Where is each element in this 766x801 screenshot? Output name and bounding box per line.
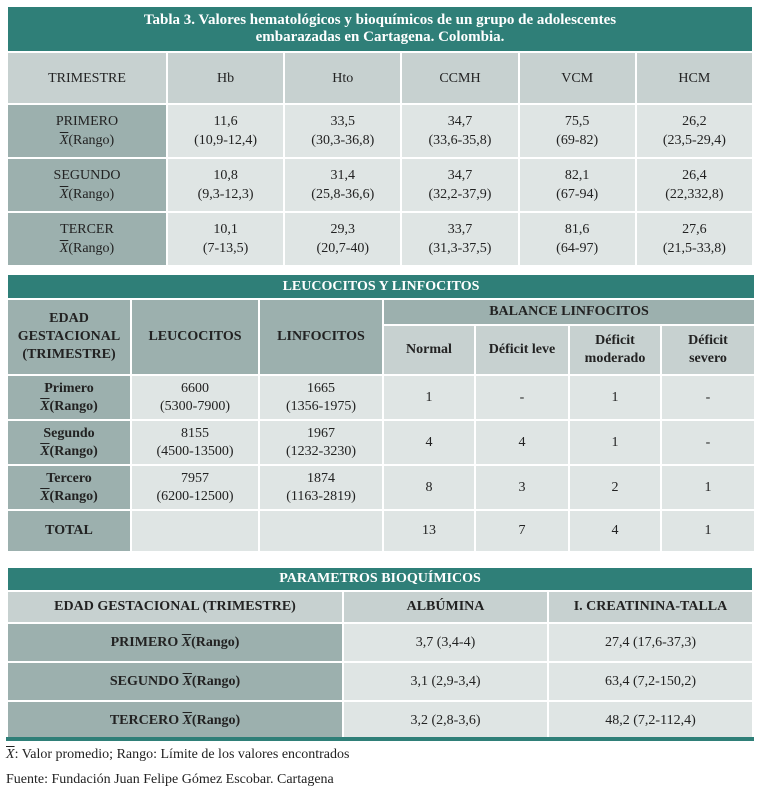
hematologic-table: [6, 5, 754, 267]
mean-value: 10,1: [213, 222, 238, 237]
value-cell: [167, 104, 284, 158]
row-label: [7, 375, 131, 420]
range-value: (22,332,8): [665, 187, 724, 202]
severo-cell: -: [661, 420, 755, 465]
table2-title: LEUCOCITOS Y LINFOCITOS: [7, 274, 755, 299]
creatinina-cell: 63,4 (7,2-150,2): [548, 662, 753, 701]
linfocitos-cell: [259, 465, 383, 510]
mean-value: 33,7: [447, 222, 473, 237]
leucocitos-cell: [131, 375, 259, 420]
value-cell: [284, 104, 401, 158]
linfocitos-cell: [259, 420, 383, 465]
table-row: [7, 623, 753, 662]
table1-title: [7, 6, 753, 52]
range-value: (32,2-37,9): [428, 187, 492, 202]
table-row: [7, 212, 753, 266]
trimester-name: PRIMERO: [55, 114, 119, 129]
severo-cell: 1: [661, 465, 755, 510]
header-deficit-moderado: Déficit moderado: [569, 325, 661, 375]
table1-title-line1: Tabla 3. Valores hematológicos y bioquímicos de un grupo de adolescentes: [143, 12, 617, 28]
rango-label: (Rango): [191, 634, 240, 650]
mean-value: 1665: [307, 380, 335, 396]
range-value: (4500-13500): [156, 443, 234, 459]
header-normal: Normal: [383, 325, 475, 375]
footnote-source: Fuente: Fundación Juan Felipe Gómez Escobar. Cartagena: [6, 772, 334, 787]
range-value: (69-82): [556, 133, 599, 148]
range-value: (31,3-37,5): [428, 241, 492, 256]
trimester-name: Primero: [44, 380, 94, 396]
trimester-name: TERCER: [60, 222, 114, 237]
table3-bottom-rule: [6, 737, 754, 741]
trimester-name: Tercero: [46, 470, 92, 486]
mean-value: 31,4: [330, 168, 356, 183]
total-row: [7, 510, 755, 552]
header-balance-linfocitos: BALANCE LINFOCITOS: [383, 299, 755, 325]
mean-value: 81,6: [564, 222, 590, 237]
mean-value: 6600: [181, 380, 209, 396]
leucocitos-cell: [131, 420, 259, 465]
row-label: [7, 420, 131, 465]
empty-cell: [259, 510, 383, 552]
value-cell: [519, 104, 636, 158]
header-edad-gestacional: EDAD GESTACIONAL (TRIMESTRE): [7, 591, 343, 623]
total-severo: 1: [661, 510, 755, 552]
value-cell: [401, 212, 518, 266]
rango-label: (Rango): [68, 187, 115, 202]
normal-cell: 1: [383, 375, 475, 420]
header-creatinina-talla: I. CREATININA-TALLA: [548, 591, 753, 623]
row-label: [7, 623, 343, 662]
mean-value: 75,5: [564, 114, 590, 129]
mean-value: 34,7: [447, 114, 473, 129]
mean-value: 1874: [307, 470, 335, 486]
header-ccmh: CCMH: [401, 52, 518, 104]
mean-value: 33,5: [330, 114, 356, 129]
table-row: [7, 465, 755, 510]
range-value: (20,7-40): [316, 241, 370, 256]
row-label: [7, 104, 167, 158]
creatinina-cell: 27,4 (17,6-37,3): [548, 623, 753, 662]
header-albumina: ALBÚMINA: [343, 591, 548, 623]
mean-symbol: $\overline{X}$: [59, 187, 69, 202]
range-value: (25,8-36,6): [311, 187, 375, 202]
mean-symbol: $\overline{X}$: [40, 443, 50, 459]
albumina-cell: 3,2 (2,8-3,6): [343, 701, 548, 740]
row-label: [7, 662, 343, 701]
total-leve: 7: [475, 510, 569, 552]
mean-value: 26,2: [682, 114, 707, 129]
table-row: [7, 104, 753, 158]
trimester-name: Segundo: [43, 425, 95, 441]
leve-cell: 3: [475, 465, 569, 510]
rango-label: (Rango): [49, 443, 98, 459]
header-vcm: VCM: [519, 52, 636, 104]
mean-value: 7957: [181, 470, 209, 486]
header-deficit-leve: Déficit leve: [475, 325, 569, 375]
mean-value: 26,4: [682, 168, 707, 183]
range-value: (5300-7900): [160, 398, 230, 414]
value-cell: [519, 212, 636, 266]
total-normal: 13: [383, 510, 475, 552]
trimester-name: PRIMERO: [110, 634, 179, 650]
value-cell: [284, 212, 401, 266]
mean-value: 11,6: [213, 114, 238, 129]
range-value: (6200-12500): [156, 488, 234, 504]
table-row: [7, 375, 755, 420]
value-cell: [401, 158, 518, 212]
normal-cell: 8: [383, 465, 475, 510]
table-row: [7, 158, 753, 212]
value-cell: [401, 104, 518, 158]
row-label: [7, 158, 167, 212]
leve-cell: 4: [475, 420, 569, 465]
header-linfocitos: LINFOCITOS: [259, 299, 383, 375]
header-hto: Hto: [284, 52, 401, 104]
rango-label: (Rango): [49, 398, 98, 414]
range-value: (23,5-29,4): [662, 133, 726, 148]
mean-value: 82,1: [564, 168, 590, 183]
rango-label: (Rango): [191, 712, 241, 728]
value-cell: [167, 158, 284, 212]
table3-title: PARAMETROS BIOQUÍMICOS: [7, 567, 753, 591]
table-row: [7, 662, 753, 701]
mean-symbol: $\overline{X}$: [182, 673, 192, 689]
total-label: TOTAL: [7, 510, 131, 552]
row-label: [7, 212, 167, 266]
range-value: (7-13,5): [202, 241, 249, 256]
leucocitos-cell: [131, 465, 259, 510]
mean-symbol: $\overline{X}$: [40, 398, 50, 414]
range-value: (10,9-12,4): [194, 133, 258, 148]
albumina-cell: 3,7 (3,4-4): [343, 623, 548, 662]
range-value: (67-94): [556, 187, 599, 202]
moderado-cell: 1: [569, 375, 661, 420]
linfocitos-cell: [259, 375, 383, 420]
header-text: (TRIMESTRE): [22, 347, 116, 362]
value-cell: [636, 158, 753, 212]
range-value: (33,6-35,8): [428, 133, 492, 148]
trimester-name: TERCERO: [109, 712, 180, 728]
table-row: [7, 420, 755, 465]
header-leucocitos: LEUCOCITOS: [131, 299, 259, 375]
header-hcm: HCM: [636, 52, 753, 104]
header-deficit-severo: Déficit severo: [661, 325, 755, 375]
row-label: [7, 465, 131, 510]
mean-value: 10,8: [213, 168, 238, 183]
header-text: GESTACIONAL: [17, 329, 121, 344]
leve-cell: -: [475, 375, 569, 420]
header-hb: Hb: [167, 52, 284, 104]
moderado-cell: 1: [569, 420, 661, 465]
rango-label: (Rango): [68, 133, 115, 148]
creatinina-cell: 48,2 (7,2-112,4): [548, 701, 753, 740]
mean-symbol: $\overline{X}$: [181, 634, 192, 650]
mean-value: 1967: [307, 425, 335, 441]
total-moderado: 4: [569, 510, 661, 552]
mean-symbol: $\overline{X}$: [40, 488, 50, 504]
footnote-text: : Valor promedio; Rango: Límite de los valores encontrados: [14, 747, 350, 762]
range-value: (1232-3230): [286, 443, 356, 459]
value-cell: [284, 158, 401, 212]
header-text: EDAD: [49, 311, 89, 326]
range-value: (21,5-33,8): [662, 241, 726, 256]
severo-cell: -: [661, 375, 755, 420]
trimester-name: SEGUNDO: [53, 168, 121, 183]
rango-label: (Rango): [49, 488, 98, 504]
mean-value: 27,6: [682, 222, 707, 237]
albumina-cell: 3,1 (2,9-3,4): [343, 662, 548, 701]
mean-symbol: $\overline{X}$: [59, 241, 69, 256]
range-value: (64-97): [556, 241, 599, 256]
footnote-legend: [6, 747, 349, 763]
value-cell: [636, 212, 753, 266]
moderado-cell: 2: [569, 465, 661, 510]
mean-symbol: $\overline{X}$: [59, 133, 69, 148]
rango-label: (Rango): [191, 673, 241, 689]
value-cell: [519, 158, 636, 212]
table-row: [7, 701, 753, 740]
mean-symbol: $\overline{X}$: [182, 712, 192, 728]
range-value: (30,3-36,8): [311, 133, 375, 148]
mean-value: 29,3: [330, 222, 356, 237]
table1-title-line2: embarazadas en Cartagena. Colombia.: [255, 29, 505, 45]
normal-cell: 4: [383, 420, 475, 465]
range-value: (1163-2819): [286, 488, 356, 504]
bioquimicos-table: [6, 566, 754, 741]
mean-value: 8155: [181, 425, 209, 441]
header-trimestre: TRIMESTRE: [7, 52, 167, 104]
empty-cell: [131, 510, 259, 552]
row-label: [7, 701, 343, 740]
mean-symbol: $\overline{X}$: [6, 747, 15, 762]
mean-value: 34,7: [447, 168, 473, 183]
range-value: (1356-1975): [286, 398, 356, 414]
range-value: (9,3-12,3): [197, 187, 254, 202]
rango-label: (Rango): [68, 241, 115, 256]
leucocitos-table: [6, 273, 756, 553]
header-edad-gestacional: [7, 299, 131, 375]
trimester-name: SEGUNDO: [109, 673, 180, 689]
value-cell: [636, 104, 753, 158]
value-cell: [167, 212, 284, 266]
